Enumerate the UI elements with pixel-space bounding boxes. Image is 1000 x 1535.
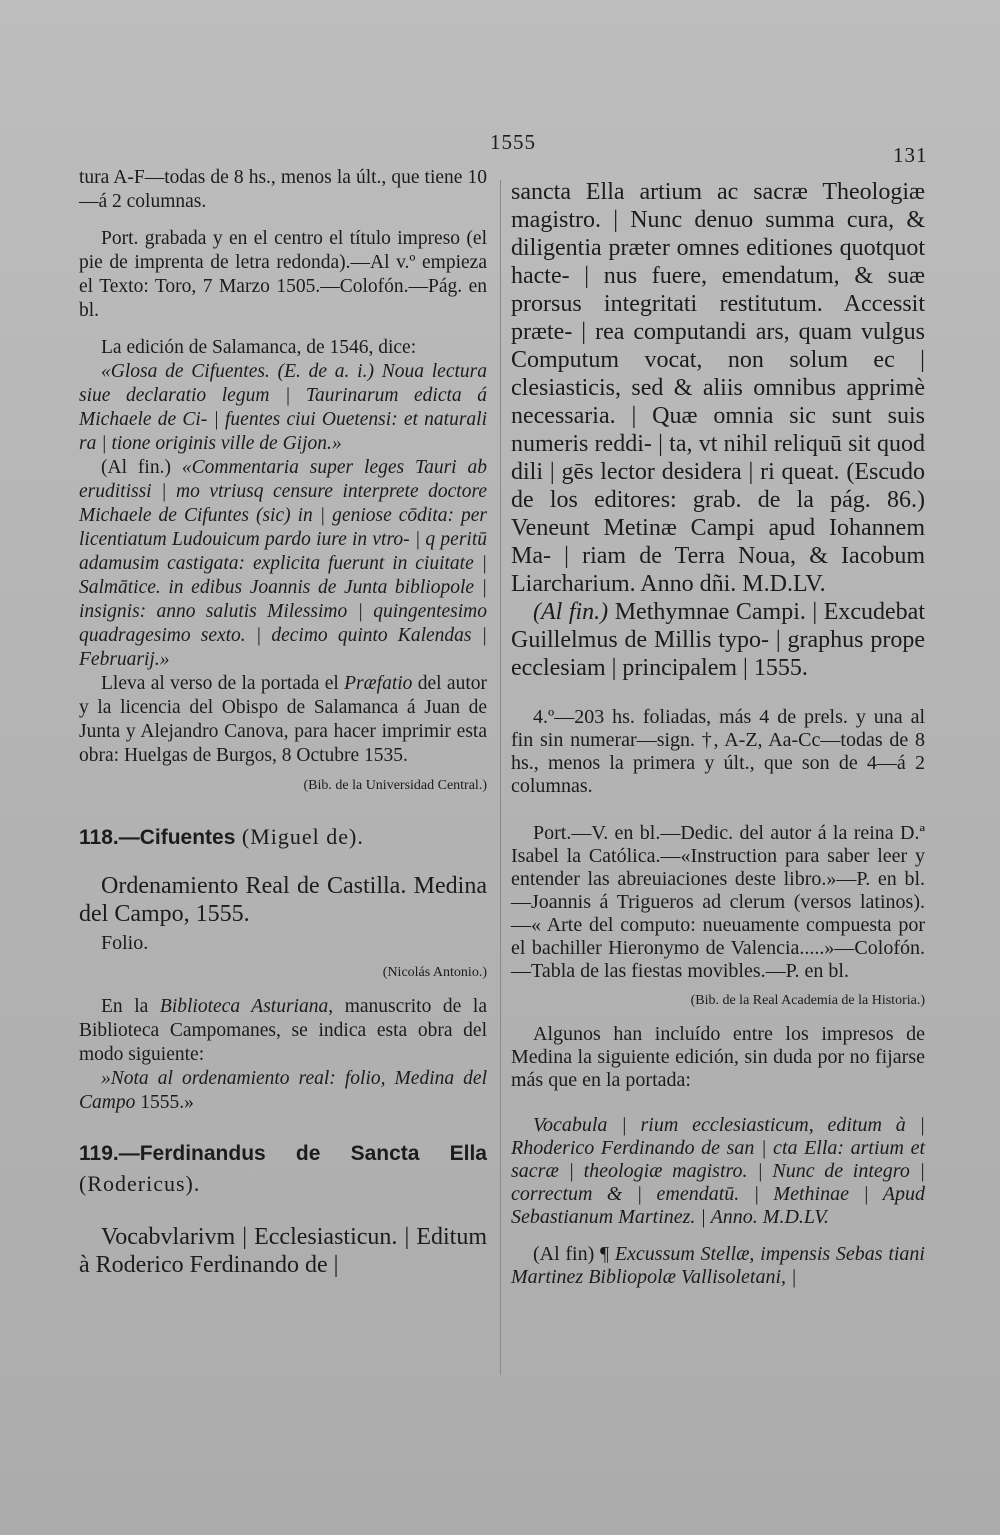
entry-heading-119: 119.—Ferdinandus de Sancta Ella (Rodericus). xyxy=(79,1142,487,1196)
paragraph-biblioteca-asturiana: En la Biblioteca Asturiana, manuscrito de la Biblioteca Campomanes, se indica esta obra del modo siguiente: xyxy=(79,996,488,1065)
paragraph-collation: 4.º—203 hs. foliadas, más 4 de prels. y una al fin sin numerar—sign. †, A-Z, Aa-Cc—todas de 8 hs., menos la primera y últ., que son de 4—á 2 columnas. xyxy=(511,706,925,797)
paragraph-colophon-quote: (Al fin.) «Commentaria super leges Tauri ab eruditissi | mo vtriusq censure interprete doctore Michaele de Cifuntes (sic) in | geniose cōdita: per licentiatum Ludouicum pardo iure in vtro- | q peritū adamusim castigata: explicita fuerunt in ciuitate | Salmātice. in edibus Joannis de Junta bibliopole | insignis: anno salutis Milessimo | quingentesimo quadragesimo sexto. | decimo quinto Kalendas | Februarij.» xyxy=(79,457,487,670)
paragraph-collation: tura A-F—todas de 8 hs., menos la últ., que tiene 10—á 2 columnas. xyxy=(79,167,487,212)
entry-title-118: Ordenamiento Real de Castilla. Medina del Campo, 1555. xyxy=(79,873,487,927)
source-note: (Bib. de la Universidad Central.) xyxy=(303,778,487,793)
paragraph-other-edition: Algunos han incluído entre los impresos de Medina la siguiente edición, sin duda por no fijarse más que en la portada: xyxy=(511,1023,925,1091)
column-divider xyxy=(500,180,501,1375)
paragraph-excussum: (Al fin) ¶ Excussum Stellæ, impensis Sebas tiani Martinez Bibliopolæ Vallisoletani, | xyxy=(511,1243,925,1288)
paragraph-nota-quote: »Nota al ordenamiento real: folio, Medina del Campo 1555.» xyxy=(79,1068,487,1113)
paragraph-description: Port.—V. en bl.—Dedic. del autor á la reina D.ª Isabel la Católica.—«Instruction para saber leer y entender las abreuiaciones deste libro.»—P. en bl.—Joannis á Trigueros ad clerum (versos latinos).—« Arte del computo: nueuamente compuesta por el bachiller Hieronymo de Valencia.....»—Colofón.—Tabla de las fiestas movibles.—P. en bl. xyxy=(511,822,925,982)
paragraph-title-continued: sancta Ella artium ac sacræ Theologiæ magistro. | Nunc denuo summa cura, & diligentia præter omnes editiones quotquot hacte- | nus fuere, emendatum, & suæ prorsus integritati restitutum. Accessit præte- | rea computandi ars, quam vulgus Computum vocat, non solum ec | clesiasticis, sed & aliis omnibus apprimè necessaria. | Quæ omnia sic sunt suis numeris reddi- | ta, vt nihil reliquū sit quod dili | gēs lector desidera | ri queat. (Escudo de los editores: grab. de la pág. 86.) Veneunt Metinæ Campi apud Iohannem Ma- | riam de Terra Noua, & Iacobum Liarcharium. Anno dñi. M.D.LV. xyxy=(511,179,925,597)
entry-format-118: Folio. xyxy=(101,932,149,954)
entry-heading-118: 118.—Cifuentes (Miguel de). xyxy=(79,824,364,849)
source-note: (Nicolás Antonio.) xyxy=(382,965,487,980)
paragraph-glosa-quote: «Glosa de Cifuentes. (E. de a. i.) Noua lectura siue declaratio legum | Taurinarum edicta á Michaele de Ci- | fuentes ciui Ouetensi: et naturali ra | tione originis ville de Gijon.» xyxy=(79,361,487,454)
paragraph-prefatio: Lleva al verso de la portada el Præfatio del autor y la licencia del Obispo de Salamanca á Juan de Junta y Alejandro Canova, para hacer imprimir esta obra: Huelgas de Burgos, 8 Octubre 1535. xyxy=(79,673,487,766)
right-column xyxy=(511,166,925,1289)
paragraph-description: Port. grabada y en el centro el título impreso (el pie de imprenta de letra redonda).—Al v.º empieza el Texto: Toro, 7 Marzo 1505.—Colofón.—Pág. en bl. xyxy=(79,228,487,321)
paragraph-vocabularium-quote: Vocabula | rium ecclesiasticum, editum à | Rhoderico Ferdinando de san | cta Ella: artium et sacræ | theologiæ magistro. | Nunc de integro | correctum & | emendatū. | Methinae | Apud Sebastianum Martinez. | Anno. M.D.LV. xyxy=(511,1114,925,1228)
page-number: 131 xyxy=(893,143,928,167)
source-note: (Bib. de la Real Academia de la Historia.) xyxy=(690,993,925,1008)
year-header: 1555 xyxy=(490,130,536,154)
left-column xyxy=(79,166,487,1279)
paragraph-salamanca-edition: La edición de Salamanca, de 1546, dice: xyxy=(101,337,417,358)
paragraph-colophon: (Al fin.) Methymnae Campi. | Excudebat Guillelmus de Millis typo- | graphus prope ecclesiam | principalem | 1555. xyxy=(511,599,926,681)
entry-title-119: Vocabvlarivm | Ecclesiasticun. | Editum à Roderico Ferdinando de | xyxy=(79,1224,487,1278)
